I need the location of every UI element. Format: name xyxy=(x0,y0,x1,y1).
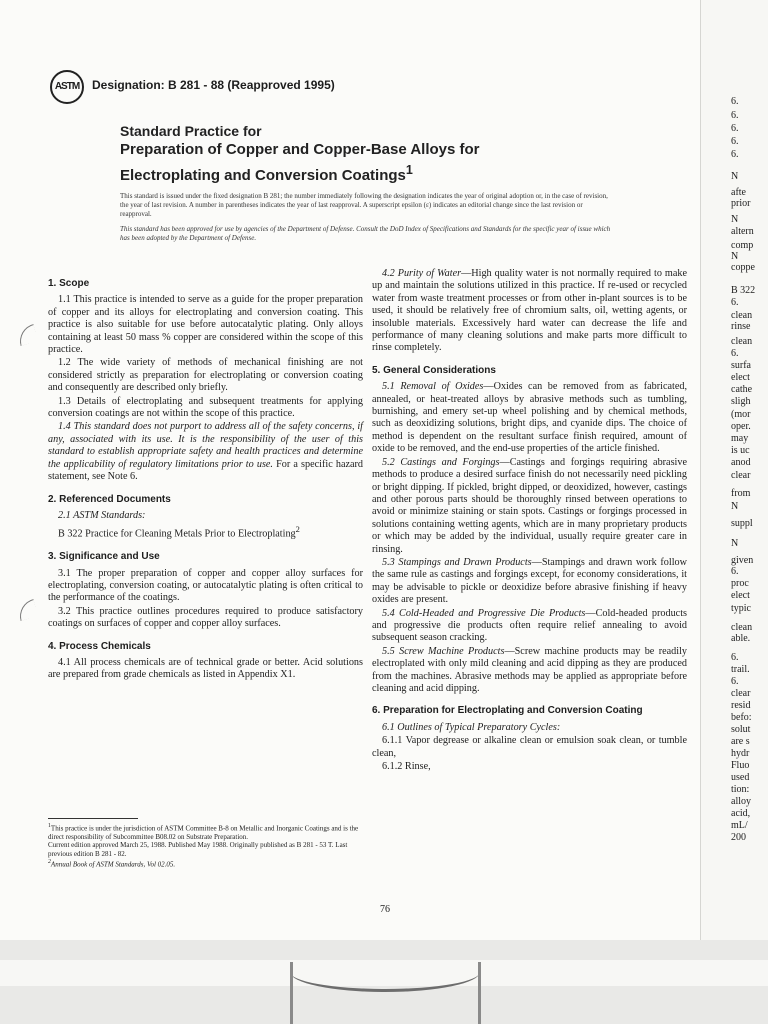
adjacent-page-fragment: clear xyxy=(731,688,751,699)
adjacent-page-fragment: solut xyxy=(731,724,751,735)
adjacent-page-strip xyxy=(700,0,768,940)
title-line-2: Preparation of Copper and Copper-Base Alloys for xyxy=(120,141,480,158)
adjacent-page-fragment: comp xyxy=(731,240,754,251)
para-1-2: 1.2 The wide variety of methods of mechanical finishing are not considered strictly as preparation for electroplating or conversion coating and consequently are described only briefly. xyxy=(48,357,363,394)
adjacent-page-fragment: oper. xyxy=(731,421,751,432)
title-line-1: Standard Practice for xyxy=(120,123,262,139)
scan-margin-mark xyxy=(16,599,38,621)
adjacent-page-fragment: able. xyxy=(731,633,751,644)
adjacent-page-fragment: sligh xyxy=(731,396,751,407)
adjacent-page-fragment: 6. xyxy=(731,110,739,121)
section-preparation-heading: 6. Preparation for Electroplating and Conversion Coating xyxy=(372,705,643,717)
para-3-2: 3.2 This practice outlines procedures required to produce satisfactory coatings on surfaces of copper and copper alloy surfaces. xyxy=(48,605,363,630)
title-line-3: Electroplating and Conversion Coatings$^1$ xyxy=(120,163,413,184)
astm-logo-icon: ASTM xyxy=(50,70,84,104)
para-1-3: 1.3 Details of electroplating and subsequent treatments for applying conversion coatings are not within the scope of this practice. xyxy=(48,395,363,420)
scan-margin-mark xyxy=(16,324,38,346)
adjacent-page-fragment: 6. xyxy=(731,566,739,577)
section-scope-heading: 1. Scope xyxy=(48,278,90,289)
adjacent-page-fragment: are s xyxy=(731,736,750,747)
left-column xyxy=(48,268,363,683)
adjacent-page-fragment: suppl xyxy=(731,518,753,529)
adjacent-page-fragment: from xyxy=(731,488,751,499)
designation: Designation: B 281 - 88 (Reapproved 1995) xyxy=(92,78,335,92)
para-5-4: 5.4 Cold-Headed and Progressive Die Products—Cold-headed products and progressive die products often require relief annealing to avoid subsequent season cracking. xyxy=(372,607,687,644)
adjacent-page-fragment: N xyxy=(731,538,739,549)
para-4-1: 4.1 All process chemicals are of technical grade or better. Acid solutions are prepared from grade chemicals as listed in Appendix X1. xyxy=(48,656,363,681)
para-6-1: 6.1 Outlines of Typical Preparatory Cycles: xyxy=(382,721,561,733)
footnotes xyxy=(48,818,366,869)
adjacent-page-fragment: coppe xyxy=(731,262,755,273)
adjacent-page-fragment: elect xyxy=(731,590,750,601)
para-6-1-1: 6.1.1 Vapor degrease or alkaline clean or emulsion soak clean, or tumble clean, xyxy=(372,735,687,759)
adjacent-page-fragment: clear xyxy=(731,470,751,481)
ref-b322: B 322 Practice for Cleaning Metals Prior to Electroplating$^2$ xyxy=(58,524,300,540)
para-5-1: 5.1 Removal of Oxides—Oxides can be removed from as fabricated, annealed, or heat-treated alloys by abrasive methods such as tumbling, burnishing, and emery set-up wheel polishing and by chemical methods, such as deoxidizing solutions, bright dips, and cyanide dips. The choice of method is dependent on the resultant surface finish required, amount of oxide to be removed, and the end-use properties of the article finished. xyxy=(372,381,688,455)
adjacent-page-fragment: 6. xyxy=(731,652,739,663)
adjacent-page-fragment: N xyxy=(731,251,739,262)
adjacent-page-fragment: elect xyxy=(731,372,750,383)
section-significance-heading: 3. Significance and Use xyxy=(48,551,160,563)
adjacent-page-fragment: B 322 xyxy=(731,285,756,296)
adjacent-page-fragment: cathe xyxy=(731,384,753,395)
adjacent-page-fragment: rinse xyxy=(731,321,751,332)
adjacent-page-fragment: N xyxy=(731,501,739,512)
para-5-5: 5.5 Screw Machine Products—Screw machine products may be readily electroplated with only mild cleaning and acid dipping as they are produced from the machines. Abrasive methods may be applied as appropriate before cleaning and acid dipping. xyxy=(372,645,687,694)
section-general-considerations-heading: 5. General Considerations xyxy=(372,364,496,376)
para-6-1-2: 6.1.2 Rinse, xyxy=(382,761,431,773)
adjacent-page-fragment: 6. xyxy=(731,297,739,308)
para-5-3: 5.3 Stampings and Drawn Products—Stampings and drawn work follow the same rule as castings and forgings except, for economy considerations, it may be advisable to pickle or deoxidize before abrasive finishing if heavy oxides are present. xyxy=(372,556,687,606)
para-2-1: 2.1 ASTM Standards: xyxy=(58,509,146,521)
adjacent-page-fragment: altern xyxy=(731,226,754,237)
adjacent-page-fragment: used xyxy=(731,772,750,783)
section-process-chemicals-heading: 4. Process Chemicals xyxy=(48,640,151,652)
para-5-2: 5.2 Castings and Forgings—Castings and forgings requiring abrasive methods to produce a desired surface finish do not necessarily need pickling or bright dipping. If pickled, bright dipped, or deoxidized, however, castings and other porous parts should be thoroughly rinsed between operations to avoid or minimize staining or stain spots. Castings or forgings processed in solutions containing wetting agents, which are in many proprietary products or which may be added by the individual, usually require greater care in rinsing. xyxy=(372,456,687,555)
adjacent-page-fragment: given xyxy=(731,555,754,566)
adjacent-page-fragment: 6. xyxy=(731,136,739,147)
footnote-rule xyxy=(48,818,138,819)
footnote-2: $^2$Annual Book of ASTM Standards, Vol 02.05. xyxy=(48,859,176,869)
adjacent-page-fragment: resid xyxy=(731,700,751,711)
binding-post xyxy=(478,962,481,1024)
adjacent-page-fragment: is uc xyxy=(731,445,750,456)
adjacent-page-fragment: 6. xyxy=(731,348,739,359)
section-referenced-documents-heading: 2. Referenced Documents xyxy=(48,493,171,505)
adjacent-page-fragment: 6. xyxy=(731,96,739,107)
adjacent-page-fragment: acid, xyxy=(731,808,751,819)
adjacent-page-fragment: N xyxy=(731,171,739,182)
issue-notice: This standard is issued under the fixed designation B 281; the number immediately following the designation indicates the year of original adoption or, in the case of revision, the year of last revision. A number in parentheses indicates the year of last reapproval. A superscript epsilon (ε) indicates an editorial change since the last revision or reapproval. xyxy=(120,192,608,218)
adjacent-page-fragment: proc xyxy=(731,578,749,589)
adjacent-page-fragment: Fluo xyxy=(731,760,750,771)
adjacent-page-fragment: alloy xyxy=(731,796,751,807)
adjacent-page-fragment: prior xyxy=(731,198,751,209)
para-3-1: 3.1 The proper preparation of copper and copper alloy surfaces for electroplating, conversion coating, or autocatalytic plating is often critical to the performance of the coatings. xyxy=(48,567,363,604)
para-1-4: 1.4 This standard does not purport to address all of the safety concerns, if any, associated with its use. It is the responsibility of the user of this standard to establish appropriate safety and health practices and determine the applicability of regulatory limitations prior to use. For a specific hazard statement, see Note 6. xyxy=(48,421,364,483)
adjacent-page-fragment: 6. xyxy=(731,676,739,687)
standard-notices xyxy=(120,192,615,249)
footnote-1: $^1$This practice is under the jurisdiction of ASTM Committee B-8 on Metallic and Inorganic Coatings and is the direct responsibility of Subcommittee B08.02 on Substrate Preparation. xyxy=(48,823,359,841)
document-title xyxy=(120,122,660,186)
adjacent-page-fragment: clean xyxy=(731,310,753,321)
adjacent-page-fragment: 200 xyxy=(731,832,746,843)
adjacent-page-fragment: trail. xyxy=(731,664,750,675)
adjacent-page-fragment: clean xyxy=(731,336,753,347)
adjacent-page-fragment: clean xyxy=(731,622,753,633)
adjacent-page-fragment: 6. xyxy=(731,149,739,160)
adjacent-page-fragment: 6. xyxy=(731,123,739,134)
scan-background xyxy=(0,940,768,1024)
page-number: 76 xyxy=(380,904,390,915)
adjacent-page-fragment: hydr xyxy=(731,748,750,759)
para-4-2: 4.2 Purity of Water—High quality water is not normally required to make up and maintain the solutions utilized in this practice. If re-used or recycled water from waste treatment processes or from other in-plant sources is to be used, it should be relatively free of chromium salts, oil, wetting agents, or insoluble materials. Excessively hard water can decrease the life and performance of many cleaning solutions and make parts more difficult to rinse completely. xyxy=(372,268,687,354)
adjacent-page-fragment: mL/ xyxy=(731,820,748,831)
adjacent-page-fragment: may xyxy=(731,433,749,444)
adjacent-page-fragment: N xyxy=(731,214,739,225)
para-1-1: 1.1 This practice is intended to serve as a guide for the proper preparation of copper and its alloys for electroplating and conversion coating. This practice is also suitable for use before autocatalytic plating. Only alloys containing at least 50 mass % copper are considered within the scope of this practice. xyxy=(48,294,363,356)
adjacent-page-fragment: typic xyxy=(731,603,751,614)
adjacent-page-fragment: anod xyxy=(731,457,751,468)
adjacent-page-fragment: (mor xyxy=(731,409,751,420)
footnote-1-current: Current edition approved March 25, 1988. Published May 1988. Originally published as B 281 - 53 T. Last previous edition B 281 - 82. xyxy=(48,841,348,858)
adjacent-page-fragment: afte xyxy=(731,187,746,198)
title-footnote-mark: 1 xyxy=(405,163,413,177)
dod-notice: This standard has been approved for use by agencies of the Department of Defense. Consult the DoD Index of Specifications and Standards for the specific year of issue which has been adopted by the Department of Defense. xyxy=(120,225,611,242)
binding-arc xyxy=(290,952,480,992)
adjacent-page-fragment: tion: xyxy=(731,784,750,795)
binding-post xyxy=(290,962,293,1024)
adjacent-page-fragment: befo: xyxy=(731,712,752,723)
adjacent-page-fragment: surfa xyxy=(731,360,751,371)
right-column xyxy=(372,268,687,774)
